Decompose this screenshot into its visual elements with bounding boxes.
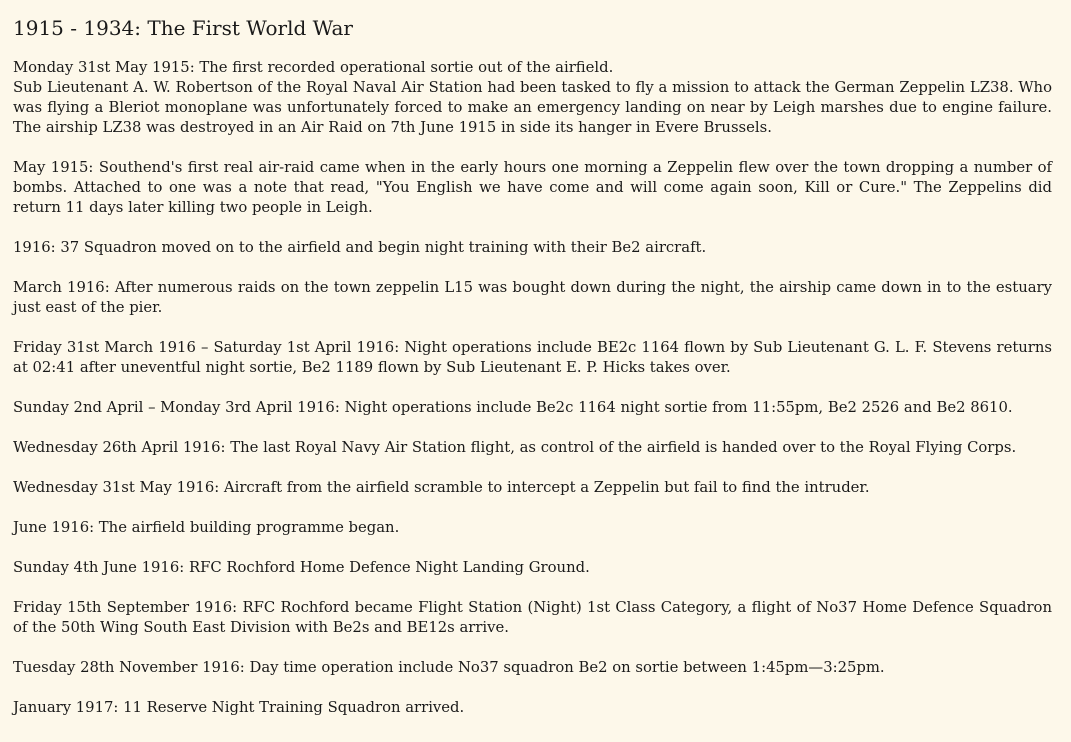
timeline-entry — [13, 58, 1052, 138]
entry-text: Sunday 2nd April – Monday 3rd April 1916: Night operations include Be2c 1164 night sortie from 11:55pm, Be2 2526 and Be2 8610. — [13, 399, 1013, 416]
entry-text: June 1916: The airfield building programme began. — [13, 519, 400, 536]
timeline-entry — [13, 238, 1052, 258]
timeline-entry — [13, 158, 1052, 218]
timeline-entry — [13, 398, 1052, 418]
entry-text: January 1917: 11 Reserve Night Training Squadron arrived. — [13, 699, 465, 716]
timeline-entry — [13, 438, 1052, 458]
entry-text: March 1916: After numerous raids on the town zeppelin L15 was bought down during the night, the airship came down in to the estuary just east of the pier. — [13, 279, 1052, 316]
entry-text: Wednesday 26th April 1916: The last Royal Navy Air Station flight, as control of the airfield is handed over to the Royal Flying Corps. — [13, 439, 1017, 456]
timeline-entries — [13, 58, 1052, 718]
entry-text: Monday 31st May 1915: The first recorded operational sortie out of the airfield. — [13, 59, 614, 76]
timeline-entry — [13, 518, 1052, 538]
timeline-entry — [13, 478, 1052, 498]
timeline-entry — [13, 278, 1052, 318]
page-title: 1915 - 1934: The First World War — [13, 16, 353, 40]
entry-text: Friday 31st March 1916 – Saturday 1st April 1916: Night operations include BE2c 1164 flown by Sub Lieutenant G. L. F. Stevens returns at 02:41 after uneventful night sortie, Be2 1189 flown by Sub Lieutenant E. P. Hicks takes over. — [13, 339, 1052, 376]
timeline-entry — [13, 558, 1052, 578]
timeline-entry — [13, 698, 1052, 718]
timeline-entry — [13, 658, 1052, 678]
entry-text: 1916: 37 Squadron moved on to the airfield and begin night training with their Be2 aircraft. — [13, 239, 707, 256]
entry-text: Sub Lieutenant A. W. Robertson of the Royal Naval Air Station had been tasked to fly a mission to attack the German Zeppelin LZ38. Who was flying a Bleriot monoplane was unfortunately forced to make an emergency landing on near by Leigh marshes due to engine failure. The airship LZ38 was destroyed in an Air Raid on 7th June 1915 in side its hanger in Evere Brussels. — [13, 79, 1052, 136]
timeline-entry — [13, 598, 1052, 638]
entry-text: Tuesday 28th November 1916: Day time operation include No37 squadron Be2 on sortie between 1:45pm—3:25pm. — [13, 659, 885, 676]
timeline-entry — [13, 338, 1052, 378]
entry-text: Sunday 4th June 1916: RFC Rochford Home Defence Night Landing Ground. — [13, 559, 590, 576]
entry-text: May 1915: Southend's first real air-raid came when in the early hours one morning a Zeppelin flew over the town dropping a number of bombs. Attached to one was a note that read, "You English we have come and will come again soon, Kill or Cure." The Zeppelins did return 11 days later killing two people in Leigh. — [13, 159, 1052, 216]
entry-text: Friday 15th September 1916: RFC Rochford became Flight Station (Night) 1st Class Category, a flight of No37 Home Defence Squadron of the 50th Wing South East Division with Be2s and BE12s arrive. — [13, 599, 1052, 636]
entry-text: Wednesday 31st May 1916: Aircraft from the airfield scramble to intercept a Zeppelin but fail to find the intruder. — [13, 479, 870, 496]
